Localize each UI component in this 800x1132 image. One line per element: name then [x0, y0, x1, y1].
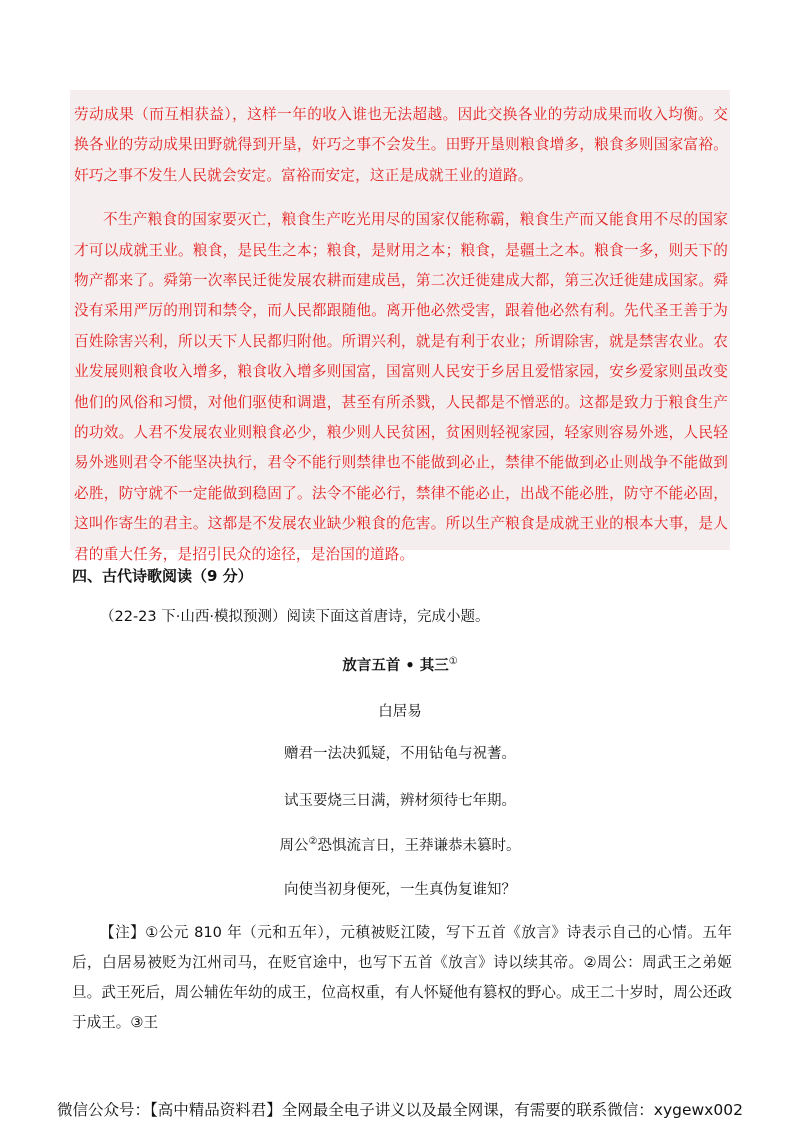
poem-line-3: [0, 834, 800, 855]
section-heading: 四、古代诗歌阅读（9 分）: [72, 567, 253, 585]
answer-paragraph-1: 劳动成果（而互相获益），这样一年的收入谁也无法超越。因此交换各业的劳动成果而收入均衡。交换各业的劳动成果田野就得到开垦，奸巧之事不会发生。田野开垦则粮食增多，粮食多则国家富裕。奸巧之事不发生人民就会安定。富裕而安定，这正是成就王业的道路。: [74, 106, 728, 184]
poem-line-3-end: 恐惧流言日，王莽谦恭未篡时。: [317, 838, 521, 854]
question-source: （22-23 下·山西·模拟预测）阅读下面这首唐诗，完成小题。: [100, 609, 490, 625]
answer-paragraph-2: 不生产粮食的国家要灭亡，粮食生产吃光用尽的国家仅能称霸，粮食生产而又能食用不尽的国家才可以成就王业。粮食，是民生之本；粮食，是财用之本；粮食，是疆土之本。粮食一多，则天下的物产都来了。舜第一次率民迁徙发展农耕而建成邑，第二次迁徙建成大都，第三次迁徙建成国家。舜没有采用严厉的刑罚和禁令，而人民都跟随他。离开他必然受害，跟着他必然有利。先代圣王善于为百姓除害兴利，所以天下人民都归附他。所谓兴利，就是有利于农业；所谓除害，就是禁害农业。农业发展则粮食收入增多，粮食收入增多则国富，国富则人民安于乡居且爱惜家园，安乡爱家则虽改变他们的风俗和习惯，对他们驱使和调遣，甚至有所杀戮，人民都是不憎恶的。这都是致力于粮食生产的功效。人君不发展农业则粮食必少，粮少则人民贫困，贫困则轻视家园，轻家则容易外逃，人民轻易外逃则君令不能坚决执行，君令不能行则禁律也不能做到必止，禁律不能做到必止则战争不能做到必胜，防守就不一定能做到稳固了。法令不能必行，禁律不能必止，出战不能必胜，防守不能必固，这叫作寄生的君主。这都是不发展农业缺少粮食的危害。所以生产粮食是成就王业的根本大事，是人君的重大任务，是招引民众的途径，是治国的道路。: [74, 211, 728, 563]
poem-line-3-start: 周公: [279, 838, 309, 854]
poem-title-text: 放言五首 • 其三: [342, 657, 449, 674]
footer-banner: 微信公众号：【高中精品资料君】全网最全电子讲义以及最全网课，有需要的联系微信：xygewx002: [57, 1101, 743, 1119]
footnote-mark-2: ②: [308, 836, 318, 848]
poem-author: 白居易: [378, 704, 422, 720]
poem-line-2: 试玉要烧三日满，辨材须待七年期。: [284, 793, 516, 809]
poem-notes: 【注】①公元 810 年（元和五年），元稹被贬江陵，写下五首《放言》诗表示自己的心情。五年后，白居易被贬为江州司马，在贬官途中，也写下五首《放言》诗以续其帝。②周公：周武王之弟姬旦。武王死后，周公辅佐年幼的成王，位高权重，有人怀疑他有篡权的野心。成王二十岁时，周公还政于成王。③王: [72, 924, 732, 1031]
poem-line-1: 赠君一法决狐疑，不用钻龟与祝蓍。: [284, 746, 516, 762]
footnote-mark-1: ①: [448, 656, 458, 668]
answer-box: [70, 90, 730, 563]
poem-title: [0, 654, 800, 675]
poem-line-4: 向使当初身便死，一生真伪复谁知？: [284, 882, 516, 898]
